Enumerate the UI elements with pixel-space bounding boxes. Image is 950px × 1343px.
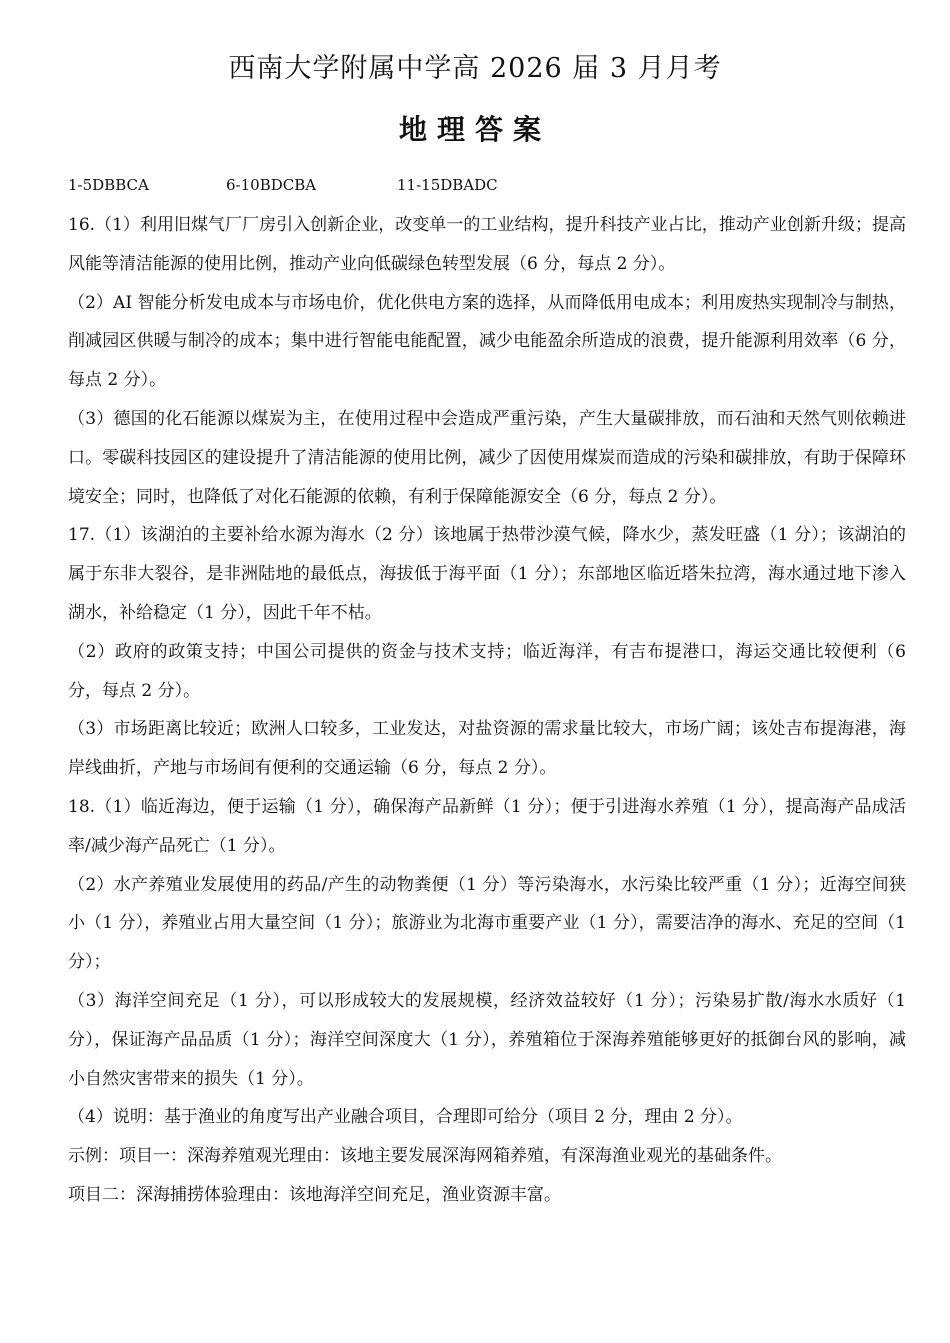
paragraph-16-2: （2）AI 智能分析发电成本与市场电价，优化供电方案的选择，从而降低用电成本；利用废热实现制冷与制热，削减园区供暖与制冷的成本；集中进行智能电能配置，减少电能盈余所造成的浪费，提升能源利用效率（6 分，每点 2 分）。 [68,292,906,391]
answer-body [68,206,906,1215]
paragraph-17-1: 17.（1）该湖泊的主要补给水源为海水（2 分）该地属于热带沙漠气候，降水少，蒸发旺盛（1 分）；该湖泊的属于东非大裂谷，是非洲陆地的最低点，海拔低于海平面（1 分）；东部地区临近塔朱拉湾，海水通过地下渗入湖水，补给稳定（1 分），因此千年不枯。 [68,525,906,623]
answer-group-1: 1-5DBBCA [68,176,149,194]
page-title: 西南大学附属中学高 2026 届 3 月月考 [228,53,722,84]
paragraph-18-2: （2）水产养殖业发展使用的药品/产生的动物粪便（1 分）等污染海水，水污染比较严重（1 分）；近海空间狭小（1 分），养殖业占用大量空间（1 分）；旅游业为北海市重要产业（1 分），需要洁净的海水、充足的空间（1 分）； [68,874,906,973]
paragraph-16-1: 16.（1）利用旧煤气厂厂房引入创新企业，改变单一的工业结构，提升科技产业占比，推动产业创新升级；提高风能等清洁能源的使用比例，推动产业向低碳绿色转型发展（6 分，每点 2 分）。 [68,215,906,274]
answer-group-2: 6-10BDCBA [226,176,317,194]
paragraph-18-4: （4）说明：基于渔业的角度写出产业融合项目，合理即可给分（项目 2 分，理由 2 分）。 [68,1107,743,1128]
paragraph-18-1: 18.（1）临近海边，便于运输（1 分），确保海产品新鲜（1 分）；便于引进海水养殖（1 分），提高海产品成活率/减少海产品死亡（1 分）。 [68,796,906,856]
paragraph-18-3: （3）海洋空间充足（1 分），可以形成较大的发展规模，经济效益较好（1 分）；污染易扩散/海水水质好（1 分），保证海产品品质（1 分）；海洋空间深度大（1 分），养殖箱位于深海养殖能够更好的抵御台风的影响，减小自然灾害带来的损失（1 分）。 [68,990,906,1089]
example-project-2: 项目二：深海捕捞体验理由：该地海洋空间充足，渔业资源丰富。 [68,1184,561,1205]
page-subtitle: 地理答案 [398,113,551,146]
answer-group-3: 11-15DBADC [397,176,498,194]
paragraph-16-3: （3）德国的化石能源以煤炭为主，在使用过程中会造成严重污染，产生大量碳排放，而石油和天然气则依赖进口。零碳科技园区的建设提升了清洁能源的使用比例，减少了因使用煤炭而造成的污染和碳排放，有助于保障环境安全；同时，也降低了对化石能源的依赖，有利于保障能源安全（6 分，每点 2 分）。 [68,408,906,507]
paragraph-17-2: （2）政府的政策支持；中国公司提供的资金与技术支持；临近海洋，有吉布提港口，海运交通比较便利（6 分，每点 2 分）。 [68,641,906,701]
choice-answers [68,176,498,194]
paragraph-17-3: （3）市场距离比较近；欧洲人口较多，工业发达，对盐资源的需求量比较大，市场广阔；该处吉布提海港，海岸线曲折，产地与市场间有便利的交通运输（6 分，每点 2 分）。 [68,719,906,779]
example-project-1: 示例：项目一：深海养殖观光理由：该地主要发展深海网箱养殖，有深海渔业观光的基础条件。 [68,1146,782,1167]
